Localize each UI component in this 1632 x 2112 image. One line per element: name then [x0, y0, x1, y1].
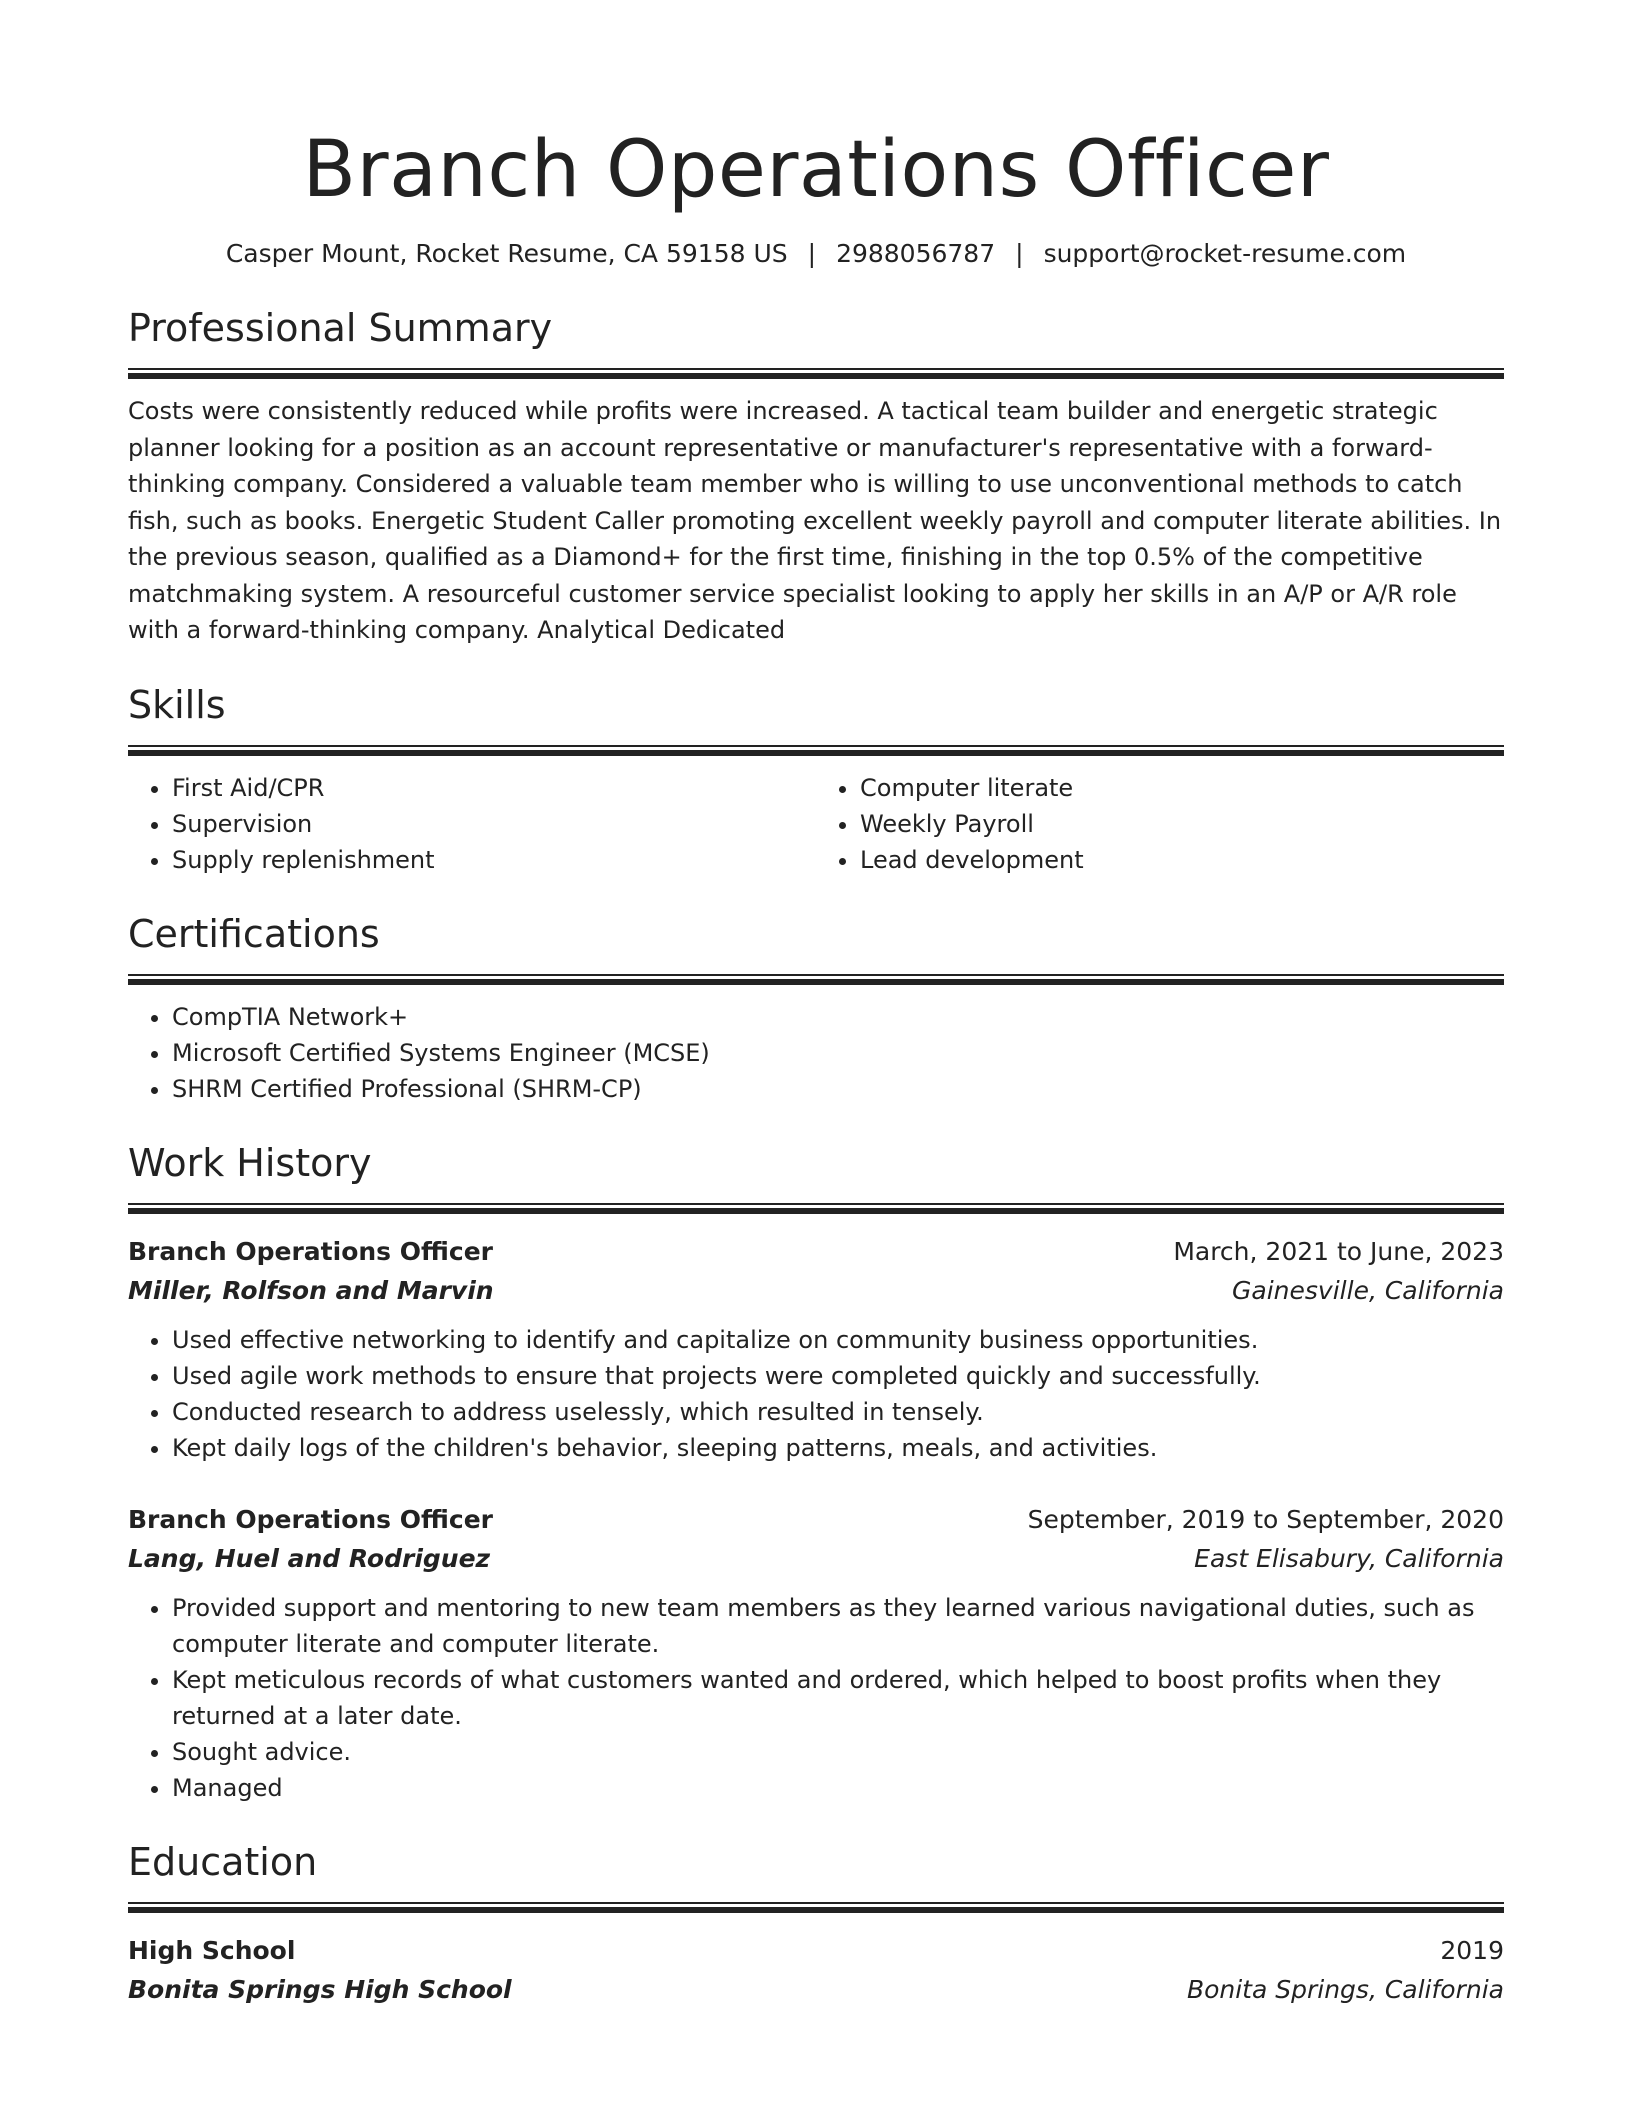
- job-bullet: • Kept daily logs of the children's behavior, sleeping patterns, meals, and activities.: [172, 1430, 1504, 1466]
- section-title-skills: Skills: [128, 682, 226, 727]
- summary-text: Costs were consistently reduced while profits were increased. A tactical team builder and energetic strategic planner looking for a position as an account representative or manufacturer's representative with a forward-thinking company. Considered a valuable team member who is willing to use unconventional methods to catch fish, such as books. Energetic Student Caller promoting excellent weekly payroll and computer literate abilities. In the previous season, qualified as a Diamond+ for the first time, finishing in the top 0.5% of the competitive matchmaking system. A resourceful customer service specialist looking to apply her skills in an A/P or A/R role with a forward-thinking company. Analytical Dedicated: [128, 397, 1502, 644]
- certification-item: • SHRM Certified Professional (SHRM-CP): [172, 1071, 1504, 1107]
- job-location: Gainesville, California: [1232, 1275, 1504, 1305]
- section-divider: [128, 368, 1504, 379]
- contact-address: Casper Mount, Rocket Resume, CA 59158 US: [225, 239, 788, 268]
- education-entry: [128, 1931, 1504, 2009]
- skill-item: • Computer literate: [860, 770, 1504, 806]
- job-dates: March, 2021 to June, 2023: [1173, 1236, 1504, 1266]
- contact-separator: |: [1015, 239, 1024, 268]
- section-divider: [128, 745, 1504, 756]
- job-bullet: • Sought advice.: [172, 1734, 1504, 1770]
- contact-separator: |: [807, 239, 817, 268]
- section-title-education: Education: [128, 1839, 318, 1884]
- job-bullets: [128, 1322, 1504, 1466]
- job-bullet: • Provided support and mentoring to new team members as they learned various navigational duties, such as computer literate and computer literate.: [172, 1590, 1504, 1662]
- skill-item: • Supervision: [172, 806, 816, 842]
- section-title-work-history: Work History: [128, 1140, 372, 1185]
- summary-section: [128, 302, 1504, 649]
- job-company: Lang, Huel and Rodriguez: [128, 1543, 491, 1573]
- skills-grid: [128, 756, 1504, 878]
- job-location: East Elisabury, California: [1194, 1543, 1504, 1573]
- job-title: Branch Operations Officer: [128, 1236, 493, 1266]
- section-title-certifications: Certifications: [128, 911, 380, 956]
- contact-line: [128, 236, 1504, 272]
- job-company-row: [128, 1539, 1504, 1578]
- job-bullet: • Managed: [172, 1770, 1504, 1806]
- work-history-section: [128, 1137, 1504, 1806]
- education-degree: High School: [128, 1935, 296, 1965]
- job-entry: [128, 1232, 1504, 1466]
- job-bullet: • Used effective networking to identify and capitalize on community business opportunities.: [172, 1322, 1504, 1358]
- job-dates: September, 2019 to September, 2020: [1027, 1504, 1504, 1534]
- skill-item: • Supply replenishment: [172, 842, 816, 878]
- education-section: [128, 1836, 1504, 2009]
- skill-item: • Lead development: [860, 842, 1504, 878]
- skills-list-right: [816, 770, 1504, 878]
- job-bullet: • Used agile work methods to ensure that projects were completed quickly and successfully.: [172, 1358, 1504, 1394]
- contact-phone: 2988056787: [836, 239, 996, 268]
- education-school-row: [128, 1970, 1504, 2009]
- job-title: Branch Operations Officer: [128, 1504, 493, 1534]
- contact-email: support@rocket-resume.com: [1043, 239, 1407, 268]
- certification-item: • Microsoft Certified Systems Engineer (MCSE): [172, 1035, 1504, 1071]
- education-header-row: [128, 1931, 1504, 1970]
- job-bullets: [128, 1590, 1504, 1806]
- job-company: Miller, Rolfson and Marvin: [128, 1275, 494, 1305]
- job-header-row: [128, 1232, 1504, 1271]
- job-bullet: • Conducted research to address uselessly, which resulted in tensely.: [172, 1394, 1504, 1430]
- section-divider: [128, 1203, 1504, 1214]
- certifications-section: [128, 908, 1504, 1107]
- skill-item: • First Aid/CPR: [172, 770, 816, 806]
- certification-item: • CompTIA Network+: [172, 999, 1504, 1035]
- section-divider: [128, 974, 1504, 985]
- job-company-row: [128, 1271, 1504, 1310]
- education-school: Bonita Springs High School: [128, 1974, 512, 2004]
- skills-list-left: [128, 770, 816, 878]
- job-bullet: • Kept meticulous records of what customers wanted and ordered, which helped to boost profits when they returned at a later date.: [172, 1662, 1504, 1734]
- job-entry: [128, 1500, 1504, 1806]
- education-year: 2019: [1440, 1935, 1504, 1965]
- job-header-row: [128, 1500, 1504, 1539]
- skills-section: [128, 679, 1504, 878]
- resume-name: Branch Operations Officer: [302, 125, 1330, 215]
- section-title-summary: Professional Summary: [128, 306, 553, 350]
- education-location: Bonita Springs, California: [1186, 1974, 1504, 2004]
- section-divider: [128, 1902, 1504, 1913]
- certifications-list: [128, 999, 1504, 1107]
- skill-item: • Weekly Payroll: [860, 806, 1504, 842]
